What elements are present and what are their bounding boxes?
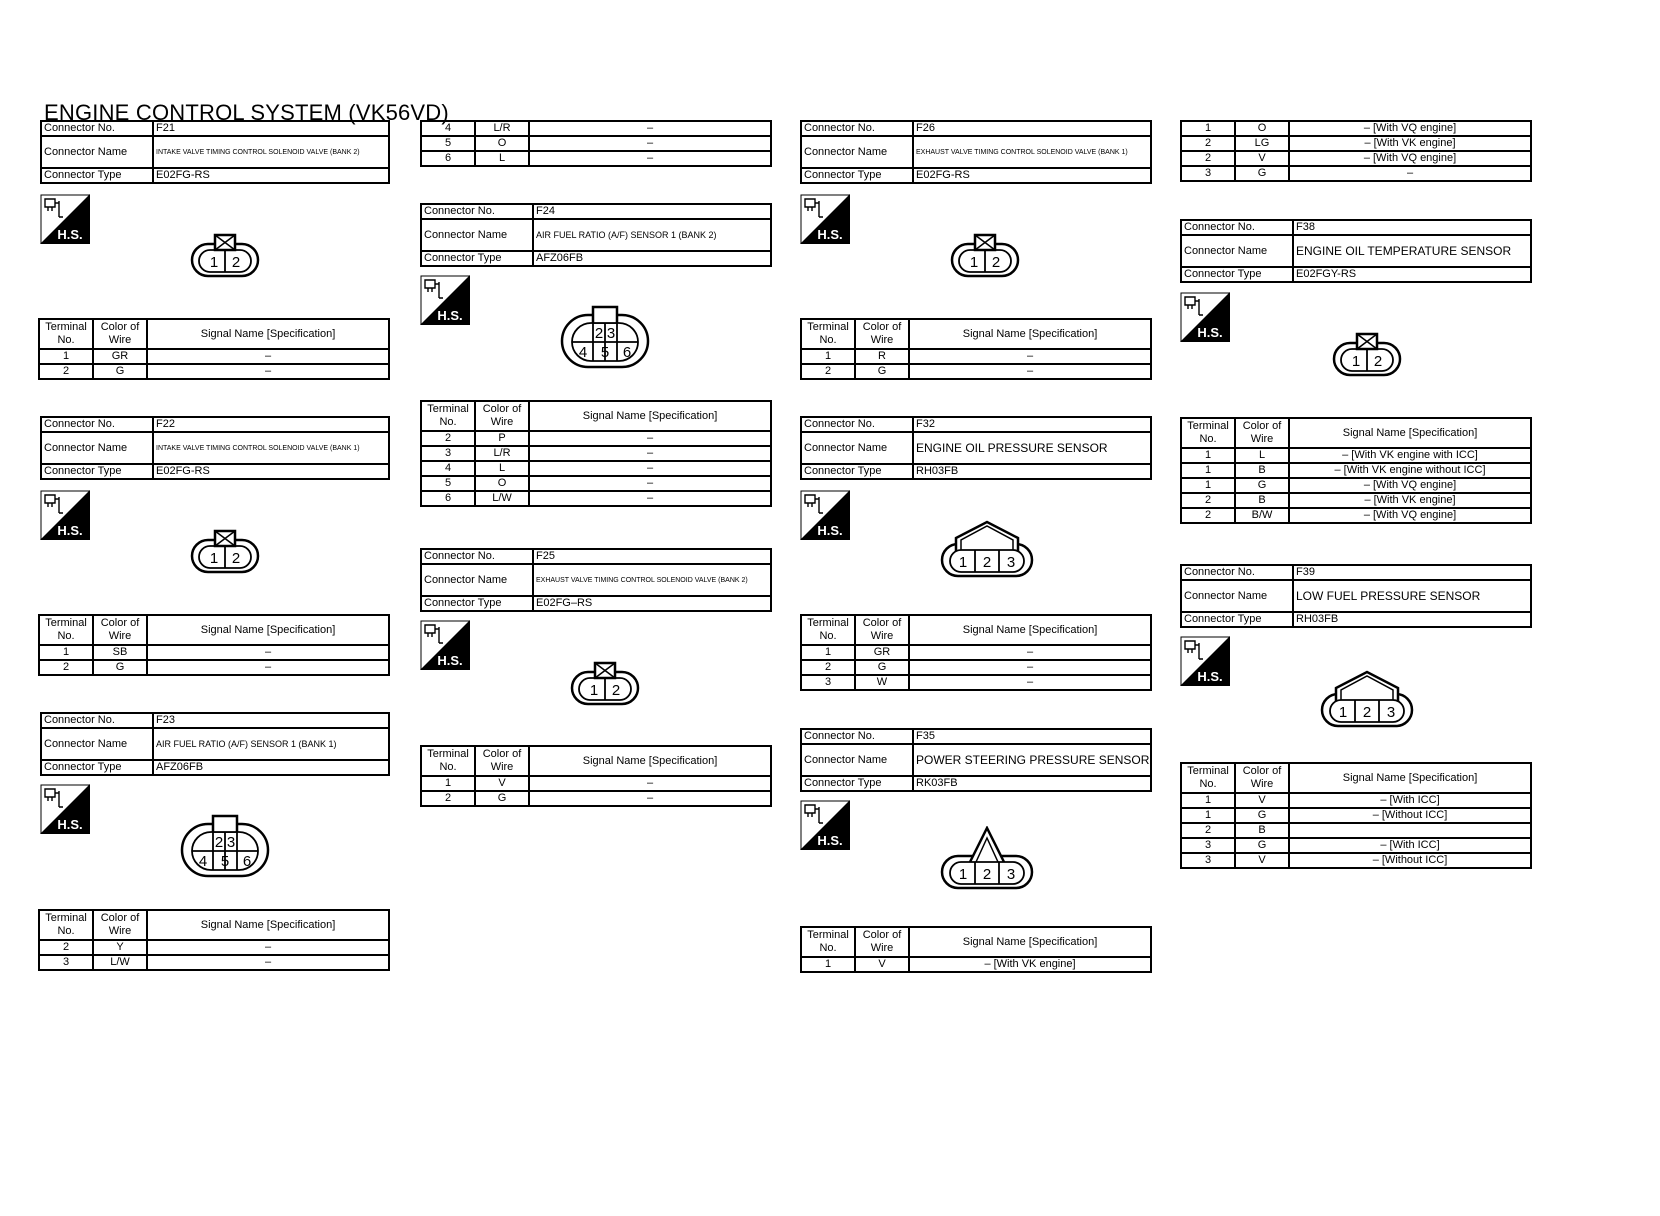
table-row: 1 V – [With ICC] <box>1181 793 1531 808</box>
svg-text:1: 1 <box>958 866 968 883</box>
harness-side-icon <box>420 275 470 325</box>
connector-header-f21: Connector No. F21 Connector Name INTAKE VALVE TIMING CONTROL SOLENOID VALVE (BANK 2) Connector Type E02FG-RS <box>40 120 390 184</box>
table-row: 6 L – <box>421 151 771 166</box>
connector-number: F32 <box>913 417 1151 432</box>
table-row: 5 O – <box>421 476 771 491</box>
connector-name: POWER STEERING PRESSURE SENSOR <box>913 744 1151 776</box>
svg-text:2: 2 <box>982 866 992 883</box>
connector-header-f22: Connector No. F22 Connector Name INTAKE VALVE TIMING CONTROL SOLENOID VALVE (BANK 1) Connector Type E02FG-RS <box>40 416 390 480</box>
connector-number: F22 <box>153 417 389 432</box>
table-row: 2 P – <box>421 431 771 446</box>
svg-text:3: 3 <box>1006 554 1016 571</box>
harness-side-icon <box>800 490 850 540</box>
table-row: 2 G – <box>421 791 771 806</box>
table-row: 1 GR – <box>801 645 1151 660</box>
pin-table-f35: Terminal No. Color of Wire Signal Name [Specification] 1 V – [With VK engine] <box>800 926 1152 973</box>
table-row: 2 V – [With VQ engine] <box>1181 151 1531 166</box>
connector-name: ENGINE OIL PRESSURE SENSOR <box>913 432 1151 464</box>
svg-text:H.S.: H.S. <box>1197 325 1223 340</box>
table-row: 3 L/W – <box>39 955 389 970</box>
svg-text:H.S.: H.S. <box>437 653 463 668</box>
page-title: ENGINE CONTROL SYSTEM (VK56VD) <box>44 100 449 125</box>
connector-number: F35 <box>913 729 1151 744</box>
table-row: 3 G – <box>1181 166 1531 181</box>
svg-text:6: 6 <box>622 344 632 361</box>
svg-text:1: 1 <box>969 254 979 271</box>
pin-table-f22: Terminal No. Color of Wire Signal Name [Specification] 1 SB – 2 G – <box>38 614 390 676</box>
svg-text:1: 1 <box>209 550 219 567</box>
svg-text:3: 3 <box>1006 866 1016 883</box>
table-row: 4 L – <box>421 461 771 476</box>
table-row: 4 L/R – <box>421 121 771 136</box>
table-row: 1 R – <box>801 349 1151 364</box>
table-row: 1 SB – <box>39 645 389 660</box>
svg-text:1: 1 <box>958 554 968 571</box>
svg-text:5: 5 <box>220 853 230 870</box>
pin-table-continued <box>420 120 772 167</box>
svg-text:4: 4 <box>198 853 208 870</box>
table-row: 2 B – [With VK engine] <box>1181 493 1531 508</box>
svg-text:H.S.: H.S. <box>817 833 843 848</box>
pin-table-f32: Terminal No. Color of Wire Signal Name [Specification] 1 GR – 2 G – 3 W – <box>800 614 1152 691</box>
connector-type: E02FG-RS <box>913 168 1151 183</box>
connector-number: F39 <box>1293 565 1531 580</box>
svg-text:2: 2 <box>214 834 224 851</box>
connector-2pin-diagram <box>190 232 262 280</box>
connector-type: E02FG-RS <box>153 168 389 183</box>
connector-6pin-diagram <box>560 303 652 371</box>
connector-3pin-diagram <box>940 518 1036 580</box>
svg-text:2: 2 <box>1373 353 1383 370</box>
svg-text:3: 3 <box>226 834 236 851</box>
svg-text:H.S.: H.S. <box>57 227 83 242</box>
connector-2pin-diagram <box>190 528 262 576</box>
harness-side-icon <box>1180 636 1230 686</box>
harness-side-icon <box>40 490 90 540</box>
table-row: 2 G – <box>801 364 1151 379</box>
svg-text:H.S.: H.S. <box>437 308 463 323</box>
svg-text:H.S.: H.S. <box>1197 669 1223 684</box>
connector-type: AFZ06FB <box>153 760 389 775</box>
connector-number: F25 <box>533 549 771 564</box>
table-row: 2 B <box>1181 823 1531 838</box>
pin-table-f23: Terminal No. Color of Wire Signal Name [Specification] 2 Y – 3 L/W – <box>38 909 390 971</box>
pin-table-f26: Terminal No. Color of Wire Signal Name [Specification] 1 R – 2 G – <box>800 318 1152 380</box>
connector-2pin-diagram <box>570 660 642 708</box>
table-row: 2 G – <box>39 660 389 675</box>
connector-type: E02FG–RS <box>533 596 771 611</box>
table-row: 1 V – [With VK engine] <box>801 957 1151 972</box>
svg-text:H.S.: H.S. <box>57 523 83 538</box>
connector-name: AIR FUEL RATIO (A/F) SENSOR 1 (BANK 2) <box>533 219 771 251</box>
svg-text:6: 6 <box>242 853 252 870</box>
connector-header-f39: Connector No. F39 Connector Name LOW FUEL PRESSURE SENSOR Connector Type RH03FB <box>1180 564 1532 628</box>
harness-side-icon <box>40 194 90 244</box>
pin-table-f39: Terminal No. Color of Wire Signal Name [Specification] 1 V – [With ICC] 1 G – [Without ICC] 2 B 3 G – [With ICC] 3 V – [Without ICC] <box>1180 762 1532 869</box>
table-row: 6 L/W – <box>421 491 771 506</box>
table-row: 1 B – [With VK engine without ICC] <box>1181 463 1531 478</box>
connector-number: F23 <box>153 713 389 728</box>
table-row: 5 O – <box>421 136 771 151</box>
connector-3pin-diagram <box>1320 668 1416 730</box>
connector-type: AFZ06FB <box>533 251 771 266</box>
connector-header-f25: Connector No. F25 Connector Name EXHAUST VALVE TIMING CONTROL SOLENOID VALVE (BANK 2) Connector Type E02FG–RS <box>420 548 772 612</box>
svg-text:4: 4 <box>578 344 588 361</box>
connector-name: INTAKE VALVE TIMING CONTROL SOLENOID VALVE (BANK 1) <box>153 432 389 464</box>
svg-text:2: 2 <box>991 254 1001 271</box>
table-row: 2 G – <box>801 660 1151 675</box>
connector-type: RH03FB <box>1293 612 1531 627</box>
connector-2pin-diagram <box>1332 331 1404 379</box>
svg-text:5: 5 <box>600 344 610 361</box>
table-row: 1 O – [With VQ engine] <box>1181 121 1531 136</box>
pin-table-f24: Terminal No. Color of Wire Signal Name [Specification] 2 P – 3 L/R – 4 L – 5 O – 6 L/W – <box>420 400 772 507</box>
connector-header-f32: Connector No. F32 Connector Name ENGINE OIL PRESSURE SENSOR Connector Type RH03FB <box>800 416 1152 480</box>
connector-name: EXHAUST VALVE TIMING CONTROL SOLENOID VALVE (BANK 2) <box>533 564 771 596</box>
table-row: 2 LG – [With VK engine] <box>1181 136 1531 151</box>
svg-text:1: 1 <box>209 254 219 271</box>
table-row: 1 GR – <box>39 349 389 364</box>
connector-type: E02FG-RS <box>153 464 389 479</box>
table-row: 2 Y – <box>39 940 389 955</box>
connector-3pin-diagram <box>940 826 1036 892</box>
pin-table-f25: Terminal No. Color of Wire Signal Name [Specification] 1 V – 2 G – <box>420 745 772 807</box>
svg-text:2: 2 <box>1362 704 1372 721</box>
harness-side-icon <box>800 194 850 244</box>
table-row: 3 V – [Without ICC] <box>1181 853 1531 868</box>
connector-name: EXHAUST VALVE TIMING CONTROL SOLENOID VALVE (BANK 1) <box>913 136 1151 168</box>
svg-text:2: 2 <box>231 550 241 567</box>
connector-number: F24 <box>533 204 771 219</box>
connector-type: RH03FB <box>913 464 1151 479</box>
svg-text:1: 1 <box>1338 704 1348 721</box>
svg-text:2: 2 <box>982 554 992 571</box>
table-row: 1 V – <box>421 776 771 791</box>
connector-name: INTAKE VALVE TIMING CONTROL SOLENOID VALVE (BANK 2) <box>153 136 389 168</box>
harness-side-icon <box>800 800 850 850</box>
table-row: 1 L – [With VK engine with ICC] <box>1181 448 1531 463</box>
svg-text:1: 1 <box>589 682 599 699</box>
svg-text:3: 3 <box>1386 704 1396 721</box>
connector-number: F26 <box>913 121 1151 136</box>
connector-header-f24: Connector No. F24 Connector Name AIR FUEL RATIO (A/F) SENSOR 1 (BANK 2) Connector Type AFZ06FB <box>420 203 772 267</box>
table-row: 3 G – [With ICC] <box>1181 838 1531 853</box>
connector-type: E02FGY-RS <box>1293 267 1531 282</box>
connector-number: F38 <box>1293 220 1531 235</box>
table-row: 3 W – <box>801 675 1151 690</box>
svg-text:2: 2 <box>611 682 621 699</box>
pin-table-f21: Terminal No. Color of Wire Signal Name [Specification] 1 GR – 2 G – <box>38 318 390 380</box>
connector-number: F21 <box>153 121 389 136</box>
svg-text:H.S.: H.S. <box>817 227 843 242</box>
svg-text:H.S.: H.S. <box>57 817 83 832</box>
connector-header-f26: Connector No. F26 Connector Name EXHAUST VALVE TIMING CONTROL SOLENOID VALVE (BANK 1) Connector Type E02FG-RS <box>800 120 1152 184</box>
connector-name: LOW FUEL PRESSURE SENSOR <box>1293 580 1531 612</box>
pin-table-continued <box>1180 120 1532 182</box>
harness-side-icon <box>40 784 90 834</box>
connector-type: RK03FB <box>913 776 1151 791</box>
connector-6pin-diagram <box>180 812 272 880</box>
table-row: 3 L/R – <box>421 446 771 461</box>
connector-2pin-diagram <box>950 232 1022 280</box>
harness-side-icon <box>1180 292 1230 342</box>
table-row: 2 G – <box>39 364 389 379</box>
harness-side-icon <box>420 620 470 670</box>
svg-text:2: 2 <box>231 254 241 271</box>
connector-name: AIR FUEL RATIO (A/F) SENSOR 1 (BANK 1) <box>153 728 389 760</box>
svg-text:3: 3 <box>606 325 616 342</box>
connector-header-f23: Connector No. F23 Connector Name AIR FUEL RATIO (A/F) SENSOR 1 (BANK 1) Connector Type AFZ06FB <box>40 712 390 776</box>
table-row: 1 G – [Without ICC] <box>1181 808 1531 823</box>
svg-text:1: 1 <box>1351 353 1361 370</box>
svg-text:2: 2 <box>594 325 604 342</box>
pin-table-f38: Terminal No. Color of Wire Signal Name [Specification] 1 L – [With VK engine with ICC] 1 B – [With VK engine without ICC] 1 G – [With VQ engine] 2 B – [With VK engine] 2 B/W – [With VQ engine] <box>1180 417 1532 524</box>
connector-header-f38: Connector No. F38 Connector Name ENGINE OIL TEMPERATURE SENSOR Connector Type E02FGY-RS <box>1180 219 1532 283</box>
table-row: 2 B/W – [With VQ engine] <box>1181 508 1531 523</box>
table-row: 1 G – [With VQ engine] <box>1181 478 1531 493</box>
connector-name: ENGINE OIL TEMPERATURE SENSOR <box>1293 235 1531 267</box>
svg-text:H.S.: H.S. <box>817 523 843 538</box>
connector-header-f35: Connector No. F35 Connector Name POWER STEERING PRESSURE SENSOR Connector Type RK03FB <box>800 728 1152 792</box>
